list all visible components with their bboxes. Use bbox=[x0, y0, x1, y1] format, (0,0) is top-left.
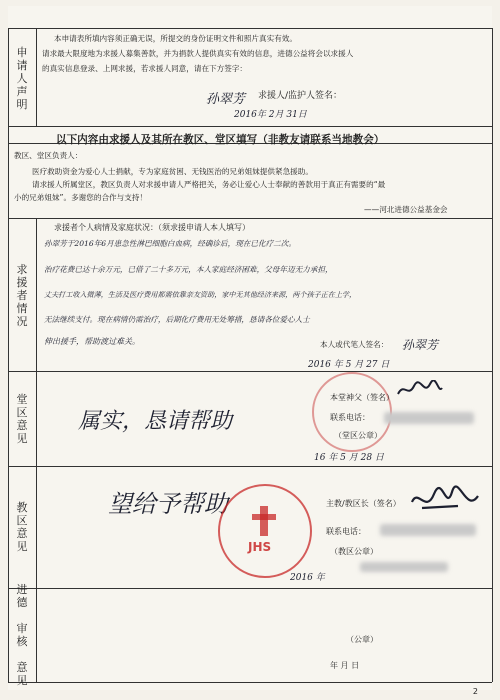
diocese-stamp-label: （教区公章） bbox=[330, 547, 378, 556]
pastor-note-line: 请求援人所属堂区，教区负责人对求援申请人严格把关，务必让爱心人士奉献的善款用于真正有需要的“最 bbox=[32, 180, 386, 189]
situation-line: 孙翠芳于2016年6月患急性淋巴细胞白血病，经确诊后，现在已化疗二次。 bbox=[44, 239, 296, 248]
parish-priest-signature bbox=[396, 380, 444, 400]
situation-label: 求 援 者 情 况 bbox=[16, 262, 28, 328]
pastor-note-line: 小的兄弟姐妹”。多谢您的合作与支持！ bbox=[14, 193, 148, 202]
bishop-signature-scribble bbox=[408, 484, 482, 520]
redacted-phone bbox=[380, 524, 476, 536]
diocese-phone-label: 联系电话： bbox=[326, 527, 366, 536]
parish-stamp-label: （堂区公章） bbox=[334, 431, 382, 440]
border-bottom bbox=[8, 682, 492, 683]
redacted-info bbox=[360, 562, 448, 572]
situation-line: 丈夫打工收入微薄，生活及医疗费用都需依靠亲友资助，家中无其他经济来源，两个孩子正在上学， bbox=[44, 290, 357, 299]
situation-line: 治疗花费已达十余万元，已借了二十多万元，本人家庭经济困难，父母年迈无力承担， bbox=[44, 265, 333, 274]
parish-label: 堂 区 意 见 bbox=[16, 393, 28, 445]
foundation-name: ——河北进德公益基金会 bbox=[364, 205, 448, 214]
applicant-declaration-label: 申 请 人 声 明 bbox=[16, 45, 28, 111]
parish-date: 16 年 5 月 28 日 bbox=[314, 453, 384, 463]
applicant-date: 2016年 2月 31日 bbox=[234, 110, 307, 120]
declaration-line: 请求最大限度地为求援人募集善款，并为捐款人提供真实有效的信息，进德公益将会以求援人 bbox=[42, 49, 354, 58]
redacted-phone bbox=[384, 412, 474, 424]
diocese-stamp bbox=[218, 484, 312, 578]
border-right bbox=[492, 28, 493, 682]
stamp-cross bbox=[260, 506, 268, 536]
parish-priest-label: 本堂神父（签名） bbox=[330, 393, 394, 402]
diocese-label: 教 区 意 见 bbox=[16, 501, 28, 553]
situation-date: 2016 年 5 月 27 日 bbox=[308, 360, 390, 370]
border-top bbox=[8, 28, 492, 29]
diocese-head-label: 主教/教区长（签名） bbox=[326, 499, 401, 508]
row-line bbox=[8, 588, 492, 589]
row-line bbox=[8, 218, 492, 219]
declaration-line: 的真实信息登录、上网求援，若求援人同意，请在下方签字： bbox=[42, 64, 248, 73]
diocese-date: 2016 年 bbox=[290, 573, 325, 583]
row-line bbox=[8, 466, 492, 467]
pastor-note-line: 医疗救助资金为爱心人士捐献，专为家庭贫困、无钱医治的兄弟姐妹提供紧急援助。 bbox=[32, 167, 313, 176]
row-line bbox=[8, 371, 492, 372]
diocese-opinion: 望给予帮助 bbox=[108, 490, 228, 518]
priest-signature-scribble bbox=[396, 380, 444, 400]
situation-line: 无法继续支付。现在病情仍需治疗，后期化疗费用无处筹措，恳请各位爱心人士 bbox=[44, 315, 310, 324]
page-number: 2 bbox=[472, 687, 478, 696]
section-title: 以下内容由求援人及其所在教区、堂区填写（非教友请联系当地教会） bbox=[56, 134, 385, 146]
review-label: 进 德 审 核 意 见 bbox=[16, 583, 28, 687]
side-column-divider bbox=[36, 28, 37, 126]
diocese-head-signature bbox=[408, 484, 482, 520]
situation-line: 伸出援手，帮助渡过难关。 bbox=[44, 337, 140, 346]
situation-sign-label: 本人或代笔人签名： bbox=[320, 340, 389, 349]
pastor-note-header: 教区、堂区负责人： bbox=[14, 151, 83, 160]
declaration-line: 本申请表所填内容须正确无误，所提交的身份证明文件和照片真实有效。 bbox=[54, 34, 297, 43]
parish-phone-label: 联系电话： bbox=[330, 413, 370, 422]
application-form bbox=[8, 6, 492, 690]
row-line bbox=[8, 126, 492, 127]
situation-signature: 孙翠芳 bbox=[402, 338, 439, 352]
stamp-cross-bar bbox=[252, 514, 276, 520]
parish-opinion: 属实，恳请帮助 bbox=[78, 409, 233, 434]
review-date-label: 年 月 日 bbox=[330, 661, 360, 670]
side-column-divider-lower bbox=[36, 218, 37, 682]
signature-label: 求援人/监护人签名： bbox=[258, 91, 343, 101]
applicant-signature: 孙翠芳 bbox=[206, 92, 246, 107]
stamp-text: JHS bbox=[248, 540, 272, 554]
review-stamp-label: （公章） bbox=[346, 635, 378, 644]
situation-header: 求援者个人病情及家庭状况：（须求援申请人本人填写） bbox=[54, 223, 250, 232]
